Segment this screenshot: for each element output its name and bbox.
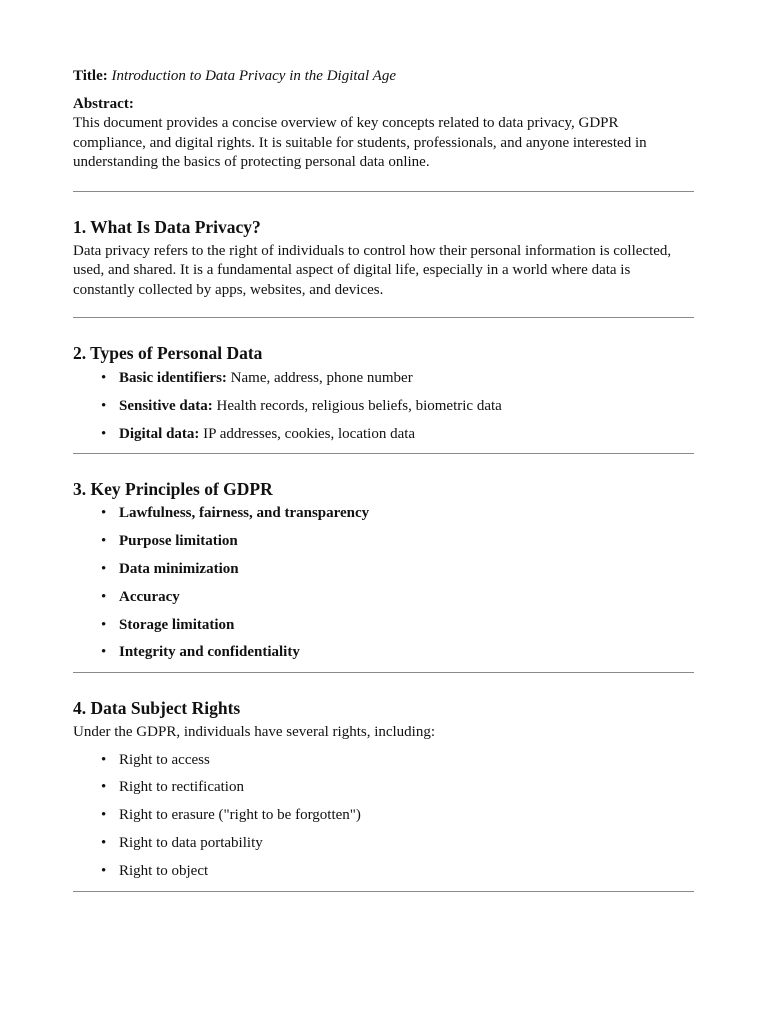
list-item [119,532,694,560]
list-item-label: Data minimization [119,560,239,577]
section-divider [73,191,694,192]
list-item-label: Digital data: [119,425,200,442]
list-item-label: Sensitive data: [119,397,213,414]
list-item-text: Right to erasure ("right to be forgotten") [119,807,361,824]
list-item-label: Lawfulness, fairness, and transparency [119,505,370,522]
title-value: Introduction to Data Privacy in the Digital Age [111,68,397,84]
abstract-text: This document provides a concise overview of key concepts related to data privacy, GDPR compliance, and digital rights. It is suitable for students, professionals, and anyone interested in understanding the basics of protecting personal data online. [73,115,647,170]
list-item-text: Right to access [119,751,210,768]
list-item [119,560,694,588]
personal-data-list [73,369,694,452]
list-item-label: Integrity and confidentiality [119,644,300,661]
list-item-text: Right to data portability [119,835,263,852]
list-item-text: Name, address, phone number [226,370,413,386]
list-item [119,778,694,806]
list-item-text: IP addresses, cookies, location data [199,425,416,442]
list-item [119,425,694,453]
list-item [119,369,694,397]
list-item-text: Right to object [119,862,209,879]
section-divider [73,672,694,673]
list-item [119,504,694,532]
list-item [119,806,694,834]
gdpr-principles-list [73,504,694,671]
list-item [119,588,694,616]
list-item [119,643,694,671]
list-item-text: Health records, religious beliefs, biometric data [212,397,502,414]
section-heading-key-principles-of-gdpr: 3. Key Principles of GDPR [73,479,273,500]
section-body-what-is-data-privacy: Data privacy refers to the right of individuals to control how their personal information is collected, used, and shared. It is a fundamental aspect of digital life, especially in a world where data is constantly collected by apps, websites, and devices. [73,242,672,298]
list-item [119,751,694,779]
section-divider [73,317,694,318]
list-item-label: Accuracy [119,588,180,605]
section-divider [73,891,694,892]
list-item [119,862,694,890]
list-item [119,616,694,644]
section-heading-what-is-data-privacy: 1. What Is Data Privacy? [73,216,261,237]
list-item-label: Basic identifiers: [119,370,227,386]
list-item-label: Purpose limitation [119,533,238,550]
title-label: Title: [73,68,108,84]
section-intro-data-subject-rights: Under the GDPR, individuals have several rights, including: [73,724,436,741]
data-subject-rights-list [73,751,694,890]
list-item [119,834,694,862]
section-heading-types-of-personal-data: 2. Types of Personal Data [73,343,263,363]
list-item [119,397,694,425]
abstract-label: Abstract: [73,95,134,112]
section-divider [73,453,694,454]
section-heading-data-subject-rights: 4. Data Subject Rights [73,698,241,719]
list-item-label: Storage limitation [119,616,235,633]
list-item-text: Right to rectification [119,779,244,796]
document-title [73,67,694,87]
